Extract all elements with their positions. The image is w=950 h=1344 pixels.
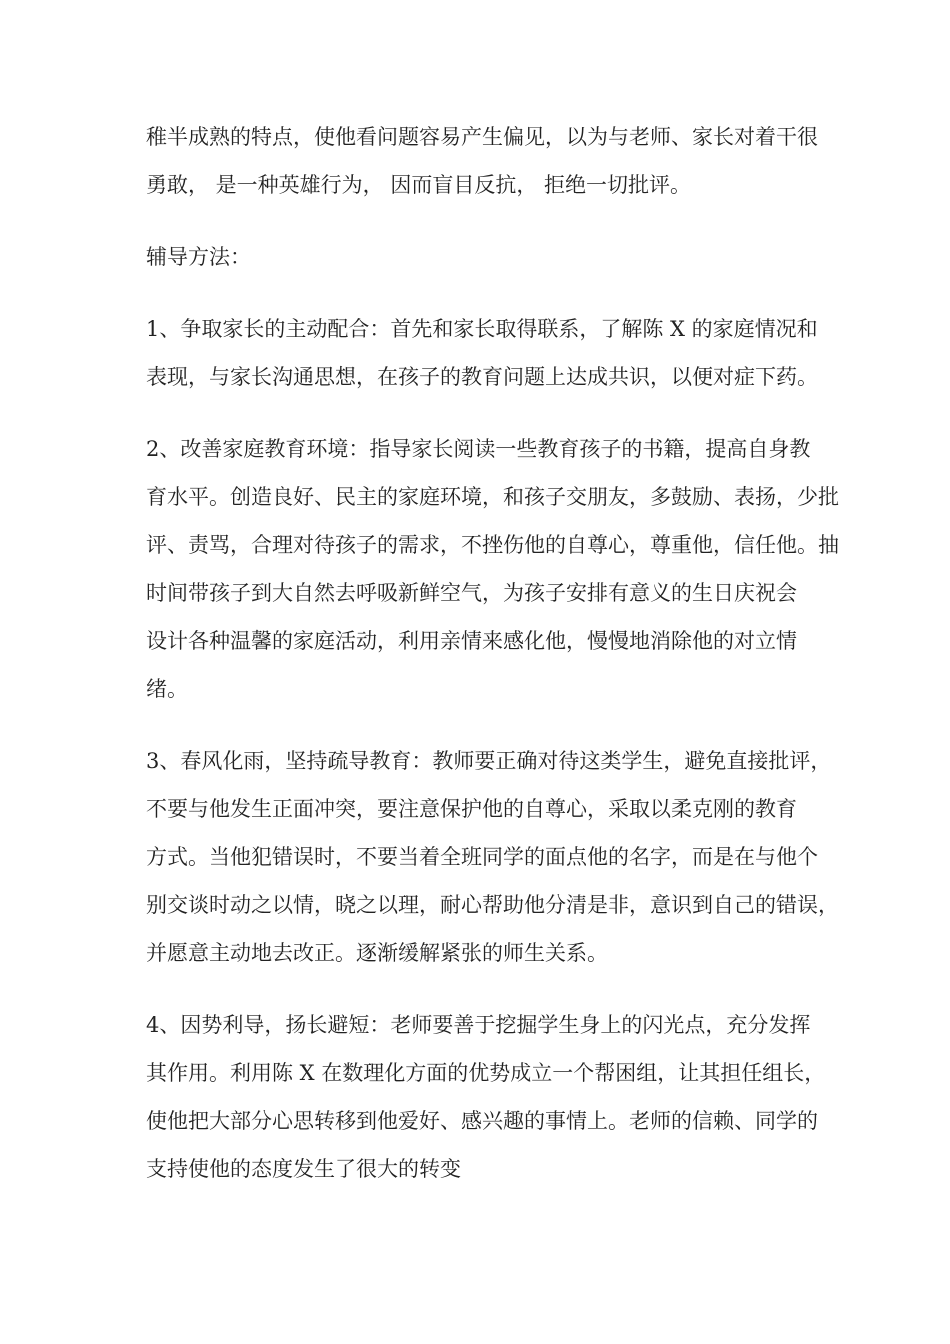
text-line: 其作用。利用陈 X 在数理化方面的优势成立一个帮困组，让其担任组长， xyxy=(146,1061,826,1085)
text-line: 支持使他的态度发生了很大的转变 xyxy=(146,1157,461,1181)
text-line: 2、改善家庭教育环境：指导家长阅读一些教育孩子的书籍，提高自身教 xyxy=(146,437,811,461)
heading-line: 辅导方法： xyxy=(146,245,251,269)
text-line: 设计各种温馨的家庭活动，利用亲情来感化他，慢慢地消除他的对立情 xyxy=(146,629,797,653)
text-line: 绪。 xyxy=(146,677,188,701)
text-line: 1、争取家长的主动配合：首先和家长取得联系，了解陈 X 的家庭情况和 xyxy=(146,317,818,341)
text-line: 稚半成熟的特点，使他看问题容易产生偏见，以为与老师、家长对着干很 xyxy=(146,125,818,149)
text-line: 时间带孩子到大自然去呼吸新鲜空气，为孩子安排有意义的生日庆祝会 xyxy=(146,581,797,605)
text-line: 勇敢， 是一种英雄行为， 因而盲目反抗， 拒绝一切批评。 xyxy=(146,173,692,197)
text-line: 使他把大部分心思转移到他爱好、感兴趣的事情上。老师的信赖、同学的 xyxy=(146,1109,818,1133)
text-line: 育水平。创造良好、民主的家庭环境，和孩子交朋友，多鼓励、表扬，少批 xyxy=(146,485,839,509)
paragraph-method-3 xyxy=(146,737,839,977)
paragraph-intro-continuation xyxy=(146,113,826,209)
paragraph-method-4 xyxy=(146,1001,826,1193)
text-line: 评、责骂，合理对待孩子的需求，不挫伤他的自尊心，尊重他，信任他。抽 xyxy=(146,533,839,557)
text-line: 别交谈时动之以情，晓之以理，耐心帮助他分清是非，意识到自己的错误， xyxy=(146,893,839,917)
section-heading-methods xyxy=(146,233,826,281)
document-body xyxy=(146,113,839,1217)
text-line: 方式。当他犯错误时，不要当着全班同学的面点他的名字，而是在与他个 xyxy=(146,845,818,869)
text-line: 4、因势利导，扬长避短：老师要善于挖掘学生身上的闪光点，充分发挥 xyxy=(146,1013,811,1037)
paragraph-method-2 xyxy=(146,425,839,713)
text-line: 不要与他发生正面冲突，要注意保护他的自尊心，采取以柔克刚的教育 xyxy=(146,797,797,821)
text-line: 并愿意主动地去改正。逐渐缓解紧张的师生关系。 xyxy=(146,941,608,965)
text-line: 3、春风化雨，坚持疏导教育：教师要正确对待这类学生，避免直接批评， xyxy=(146,749,832,773)
paragraph-method-1 xyxy=(146,305,826,401)
text-line: 表现，与家长沟通思想，在孩子的教育问题上达成共识，以便对症下药。 xyxy=(146,365,818,389)
